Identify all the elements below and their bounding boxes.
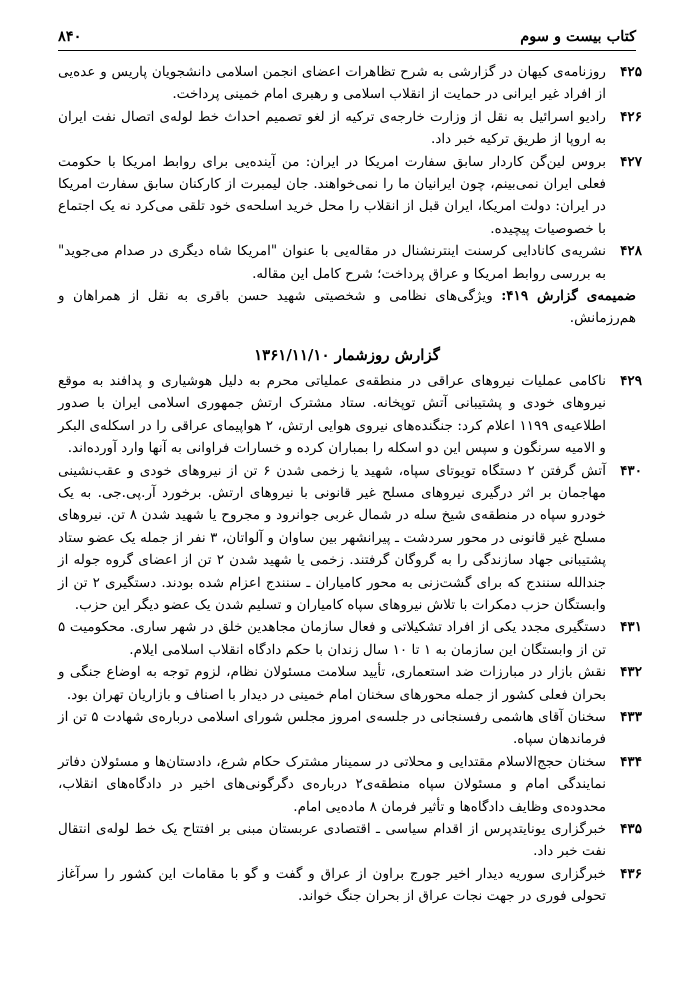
entry-text: خبرگزاری سوریه دیدار اخیر جورج براون از عراق و گفت و گو با مقامات این کشور را سرآغاز تحولی فوری در جهت نجات عراق از بحران جنگ خواند. <box>58 865 606 905</box>
entry-text: رادیو اسرائیل به نقل از وزارت خارجه‌ی ترکیه از لغو تصمیم احداث خط لوله‌ی اتصال نفت ایران به اروپا از طریق ترکیه خبر داد. <box>58 108 606 148</box>
entries-bottom <box>58 370 642 908</box>
entry-number: ۴۳۰ <box>620 462 642 479</box>
entry-text: خبرگزاری یونایتدپرس از اقدام سیاسی ـ اقتصادی عربستان مبنی بر افتتاح یک خط لوله‌ی انتقال نفت خبر داد. <box>58 821 606 860</box>
entry-text: بروس لین‌گن کاردار سابق سفارت امریکا در ایران: من آینده‌یی برای روابط امریکا با حکومت فعلی ایران نمی‌بینم، چون ایرانیان ما را نمی‌خواهند. جان لیمبرت از کارکنان سابق سفارت امریکا در ایران: دولت امریکا، ایران قبل از انقلاب را محل خرید اسلحه‌ی خود تلقی می‌کرد نه یک اجتماع با خصوصیات پیچیده. <box>58 153 606 237</box>
entry-427 <box>58 151 642 241</box>
entries-top <box>58 61 642 285</box>
entry-number: ۴۲۵ <box>620 64 642 80</box>
entry-number: ۴۳۶ <box>620 865 642 882</box>
appendix-label: ضمیمه‌ی گزارش ۴۱۹: <box>501 288 636 305</box>
entry-430 <box>58 460 642 617</box>
section-title: گزارش روزشمار ۱۳۶۱/۱۱/۱۰ <box>254 345 440 364</box>
appendix-note <box>58 285 636 330</box>
entry-number: ۴۲۷ <box>620 153 642 170</box>
entry-428 <box>58 240 642 285</box>
entry-number: ۴۲۸ <box>620 243 642 260</box>
entry-text: روزنامه‌ی کیهان در گزارشی به شرح تظاهرات اعضای انجمن اسلامی دانشجویان پاریس و عده‌یی از افراد غیر ایرانی در حمایت از انقلاب اسلامی و رهبری امام خمینی پرداخت. <box>58 64 606 103</box>
entry-433 <box>58 706 642 751</box>
entry-number: ۴۳۳ <box>620 708 642 725</box>
entry-number: ۴۳۲ <box>620 664 642 681</box>
entry-435 <box>58 818 642 863</box>
entry-431 <box>58 616 642 661</box>
page-number: ۸۴۰ <box>58 28 82 45</box>
entry-number: ۴۲۶ <box>620 108 642 125</box>
entry-text: سخنان آقای هاشمی رفسنجانی در جلسه‌ی امروز مجلس شورای اسلامی درباره‌ی شهادت ۵ تن از فرماندهان سپاه. <box>58 708 606 748</box>
appendix-text: ویژگی‌های نظامی و شخصیتی شهید حسن باقری به نقل از همراهان و هم‌رزمانش. <box>58 288 636 327</box>
entry-436 <box>58 863 642 908</box>
book-title: کتاب بیست و سوم <box>520 28 636 45</box>
entry-number: ۴۳۱ <box>620 619 642 636</box>
entry-number: ۴۳۴ <box>620 753 642 770</box>
entry-text: سخنان حجج‌الاسلام مقتدایی و محلاتی در سمینار مشترک حکام شرع، دادستان‌ها و مسئولان دفاتر نمایندگی امام و مسئولان سپاه منطقه‌ی۲ درباره‌ی دگرگونی‌های اخیر در دادگاه‌های انقلاب، محدوده‌ی وظایف دادگاه‌ها و تأثیر فرمان ۸ ماده‌یی امام. <box>58 753 606 815</box>
entry-text: نقش بازار در مبارزات ضد استعماری، تأیید سلامت مسئولان نظام، لزوم توجه به اوضاع جنگی و بحران فعلی کشور از جمله محورهای سخنان امام خمینی در دیدار با اصناف و بازاریان تهران بود. <box>58 664 606 703</box>
entry-number: ۴۳۵ <box>620 821 642 837</box>
entry-426 <box>58 106 642 151</box>
page-header <box>58 28 636 51</box>
entry-number: ۴۲۹ <box>620 372 642 389</box>
entry-432 <box>58 661 642 706</box>
entry-text: ناکامی عملیات نیروهای عراقی در منطقه‌ی عملیاتی محرم به دلیل هوشیاری و پدافند به موقع نیروهای خودی و پشتیبانی آتش توپخانه. ستاد مشترک ارتش جمهوری اسلامی ایران با صدور اطلاعیه‌ی ۱۱۹۹ اعلام کرد: جنگنده‌های نیروی هوایی ارتش، ۲ هواپیمای عراقی را در اسکله‌ی البکر و الامیه سرنگون و سپس این دو اسکله را بمباران کرده و خسارات فراوانی به آنها وارد آورده‌اند. <box>58 372 607 457</box>
entry-text: دستگیری مجدد یکی از افراد تشکیلاتی و فعال سازمان مجاهدین خلق در شهر ساری. محکومیت ۵ تن از وابستگان این سازمان به ۱ تا ۱۰ سال زندان با حکم دادگاه انقلاب اسلامی ایلام. <box>58 619 606 658</box>
entry-429 <box>58 370 642 460</box>
entry-434 <box>58 751 642 818</box>
entry-425 <box>58 61 642 106</box>
entry-text: نشریه‌ی کانادایی کرسنت اینترنشنال در مقاله‌یی با عنوان "امریکا شاه دیگری در صدام می‌جوید" به بررسی روابط امریکا و عراق پرداخت؛ شرح کامل این مقاله. <box>58 243 606 282</box>
entry-text: آتش گرفتن ۲ دستگاه تویوتای سپاه، شهید یا زخمی شدن ۶ تن از نیروهای خودی و عقب‌نشینی مهاجمان بر اثر درگیری نیروهای مسلح غیر قانونی با نیروهای ارتش. برخورد آر.پی.جی. به یک خودرو سپاه در منطقه‌ی شیخ سله در شمال غربی جوانرود و مجروح یا شهید شدن ۸ تن. نیروهای مسلح غیر قانونی در محور سردشت ـ پیرانشهر بین ساوان و آلواتان، ۳ نفر از جمله یک عضو ستاد پشتیبانی جهاد سازندگی را به گروگان گرفتند. زخمی یا شهید شدن ۲ تن از اعضای گروه جوله از جندالله سنندج که برای گشت‌زنی به محور کامیاران ـ سنندج اعزام شده بودند. دستگیری ۲ تن از وابستگان حزب دمکرات با تلاش نیروهای سپاه کامیاران و تسلیم شدن یک عضو دیگر این حزب. <box>58 462 606 613</box>
